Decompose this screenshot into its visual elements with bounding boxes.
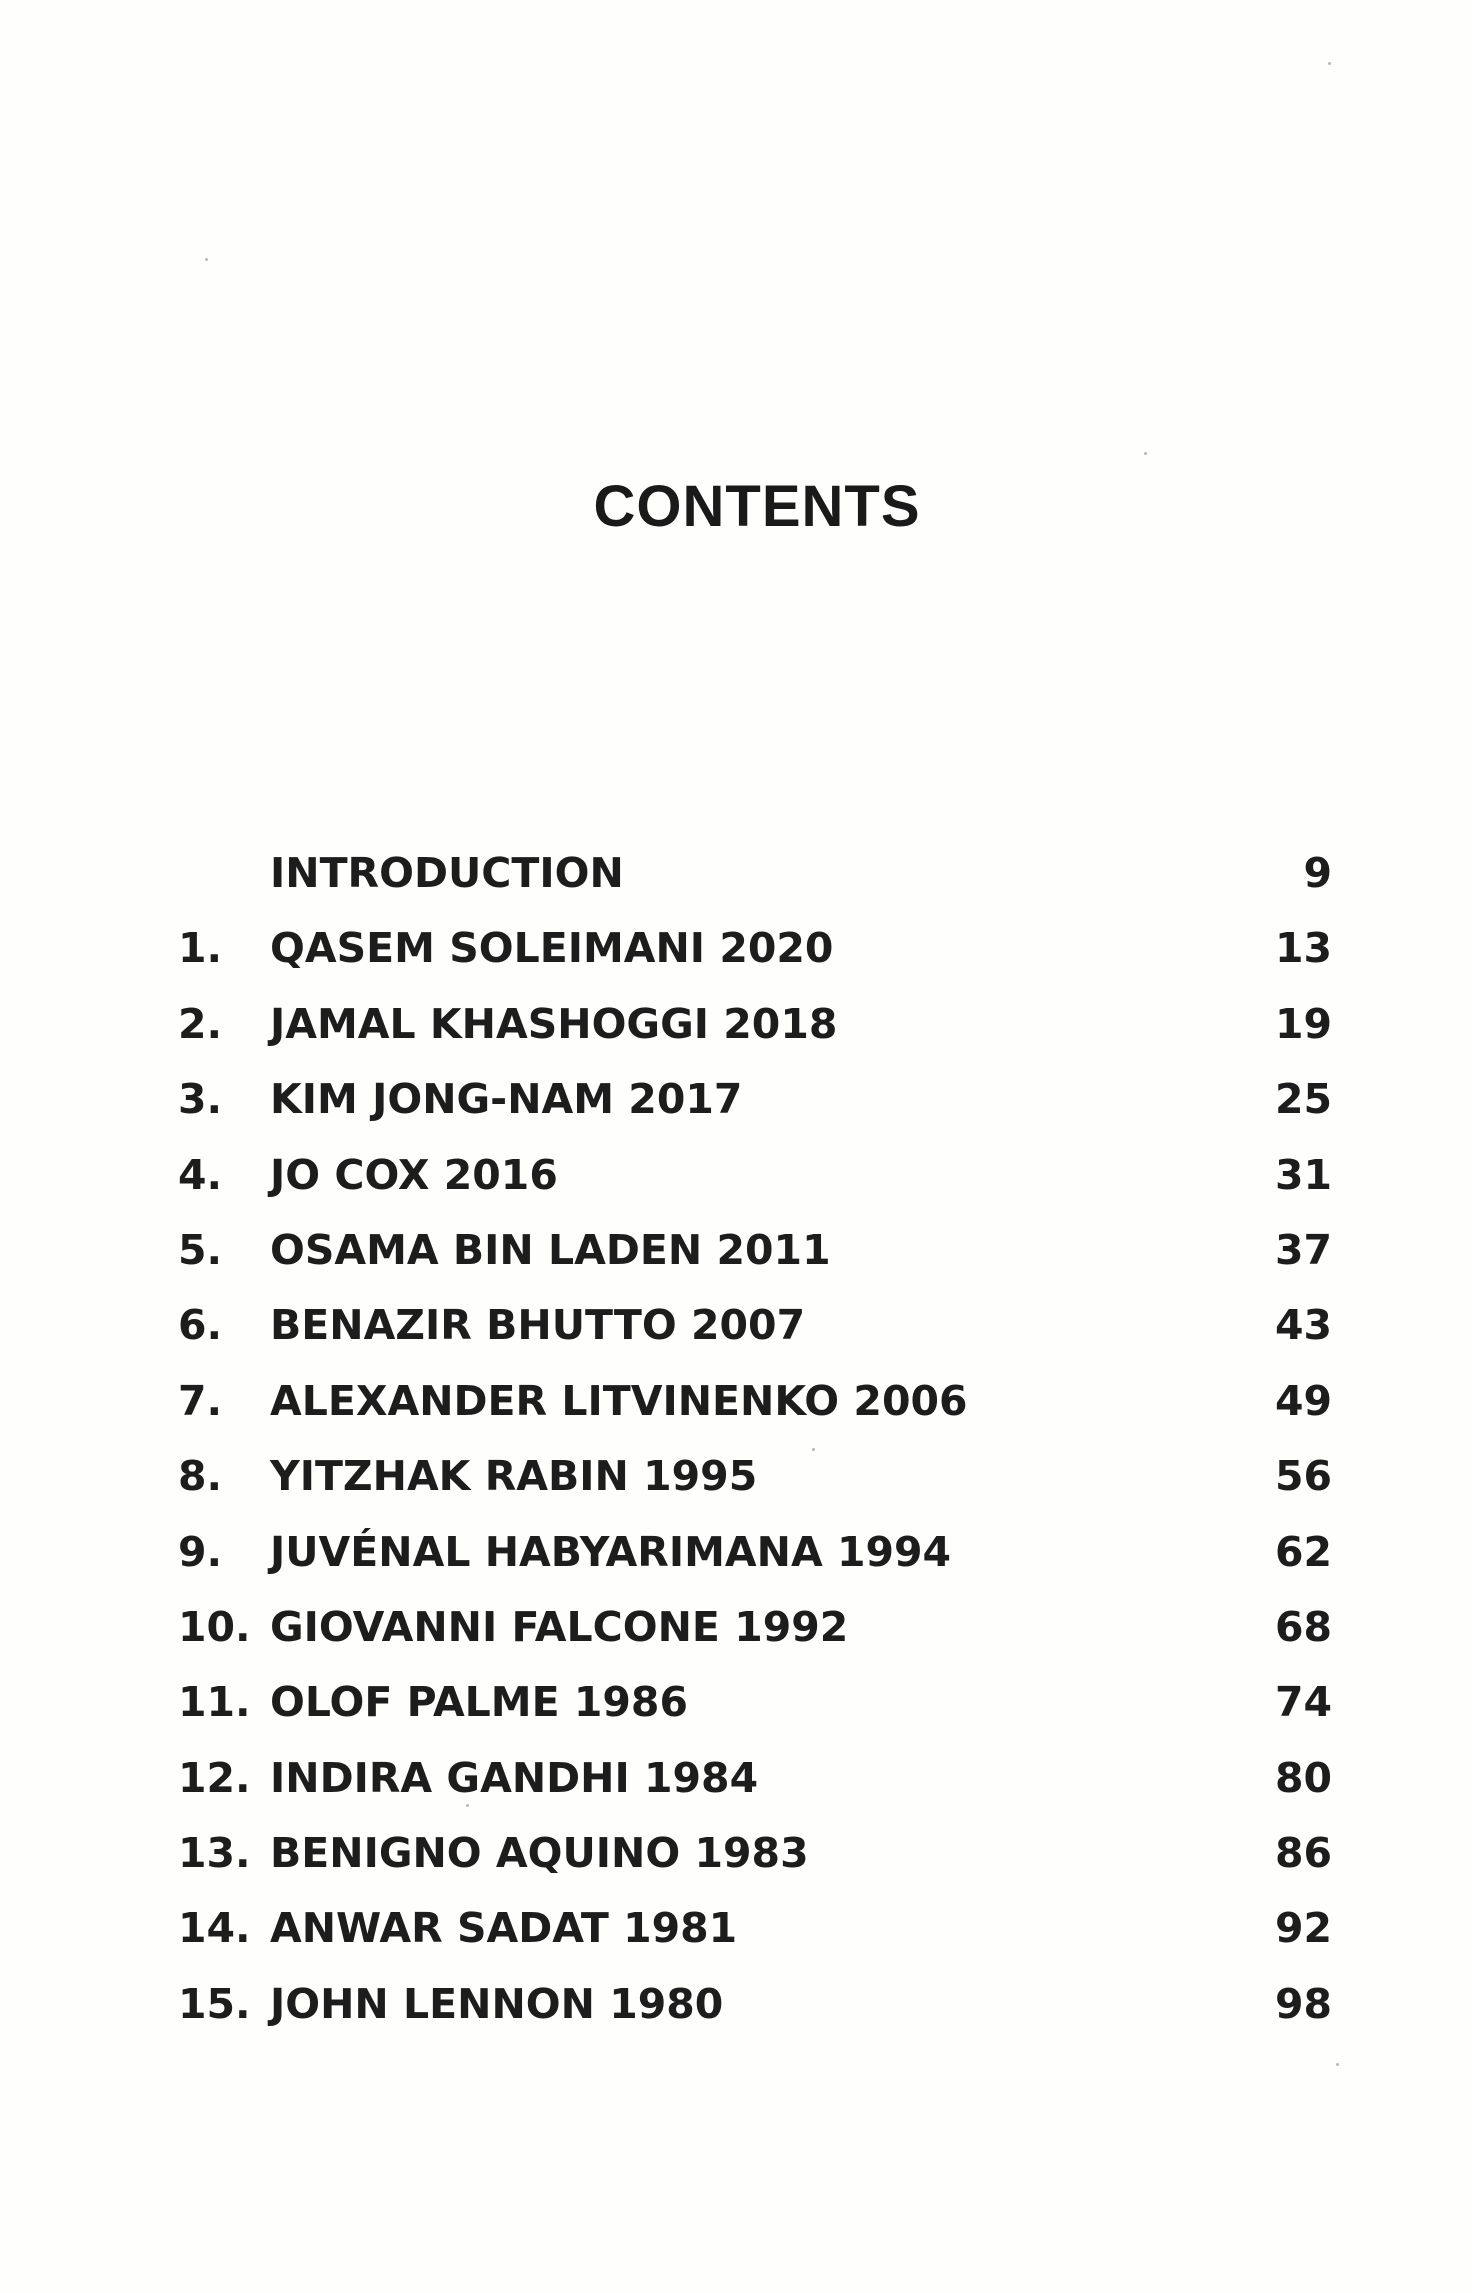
toc-entry-page-number: 68 <box>1274 1602 1332 1651</box>
toc-entry <box>0 999 1472 1074</box>
toc-entry-number: 3. <box>178 1075 223 1124</box>
page-title: CONTENTS <box>593 474 921 539</box>
toc-entry-title: JOHN LENNON 1980 <box>270 1979 724 2028</box>
toc-entry-page-number: 74 <box>1274 1678 1332 1727</box>
toc-entry-page-number: 49 <box>1274 1376 1332 1425</box>
toc-entry-title: JUVÉNAL HABYARIMANA 1994 <box>270 1527 952 1576</box>
toc-entry-number: 13. <box>178 1829 251 1878</box>
toc-entry-title: OLOF PALME 1986 <box>270 1678 688 1727</box>
toc-entry-title: KIM JONG-NAM 2017 <box>270 1075 743 1124</box>
toc-entry <box>0 1527 1472 1602</box>
toc-entry-page-number: 98 <box>1274 1979 1332 2028</box>
toc-entry-title: OSAMA BIN LADEN 2011 <box>270 1225 831 1274</box>
toc-entry-title: JO COX 2016 <box>270 1150 558 1199</box>
toc-entry-page-number: 56 <box>1274 1452 1332 1501</box>
toc-entry-page-number: 62 <box>1274 1527 1332 1576</box>
toc-entry-number: 11. <box>178 1678 251 1727</box>
toc-entry-page-number: 31 <box>1274 1150 1332 1199</box>
toc-entry-number: 8. <box>178 1452 223 1501</box>
paper-speck <box>1328 62 1331 65</box>
toc-entry-page-number: 80 <box>1274 1753 1332 1802</box>
toc-entry <box>0 1300 1472 1375</box>
toc-entry <box>0 1903 1472 1978</box>
toc-entry-page-number: 92 <box>1274 1904 1332 1953</box>
paper-speck <box>205 258 208 261</box>
toc-entry-number: 2. <box>178 999 223 1048</box>
toc-entry-title: JAMAL KHASHOGGI 2018 <box>270 999 838 1048</box>
toc-entry-title: INDIRA GANDHI 1984 <box>270 1753 759 1802</box>
toc-entry-number: 6. <box>178 1301 223 1350</box>
toc-entry-number: 14. <box>178 1904 251 1953</box>
toc-entry-page-number: 37 <box>1274 1225 1332 1274</box>
toc-entry <box>0 1225 1472 1300</box>
toc-entry <box>0 1753 1472 1828</box>
toc-entry-title: ANWAR SADAT 1981 <box>270 1904 738 1953</box>
toc-entry <box>0 1074 1472 1149</box>
table-of-contents <box>0 848 1472 2054</box>
toc-entry <box>0 1451 1472 1526</box>
toc-entry-page-number: 9 <box>1303 849 1332 897</box>
toc-entry-number: 4. <box>178 1150 223 1199</box>
paper-speck <box>1144 452 1147 455</box>
toc-entry-title: YITZHAK RABIN 1995 <box>270 1452 758 1501</box>
paper-speck <box>1336 2063 1339 2066</box>
toc-entry <box>0 923 1472 998</box>
toc-entry-number: 5. <box>178 1225 223 1274</box>
toc-entry-number: 10. <box>178 1602 251 1651</box>
toc-entry <box>0 1150 1472 1225</box>
toc-entry-title: BENAZIR BHUTTO 2007 <box>270 1301 806 1350</box>
toc-entry-number: 12. <box>178 1753 251 1802</box>
toc-entry-page-number: 25 <box>1274 1075 1332 1124</box>
toc-entry-title: QASEM SOLEIMANI 2020 <box>270 924 834 973</box>
toc-entry-title: INTRODUCTION <box>270 849 624 897</box>
toc-entry <box>0 1602 1472 1677</box>
toc-entry <box>0 1979 1472 2054</box>
toc-entry-page-number: 13 <box>1274 924 1332 973</box>
toc-entry-number: 7. <box>178 1376 223 1425</box>
toc-entry-number: 9. <box>178 1527 223 1576</box>
toc-entry-title: ALEXANDER LITVINENKO 2006 <box>270 1376 968 1425</box>
toc-entry <box>0 1828 1472 1903</box>
toc-entry <box>0 848 1472 923</box>
toc-entry-number: 15. <box>178 1979 251 2028</box>
toc-entry <box>0 1677 1472 1752</box>
toc-entry-page-number: 19 <box>1274 999 1332 1048</box>
toc-entry-page-number: 86 <box>1274 1829 1332 1878</box>
toc-entry <box>0 1376 1472 1451</box>
toc-entry-title: GIOVANNI FALCONE 1992 <box>270 1602 849 1651</box>
toc-entry-number: 1. <box>178 924 223 973</box>
toc-entry-page-number: 43 <box>1274 1301 1332 1350</box>
toc-entry-title: BENIGNO AQUINO 1983 <box>270 1829 809 1878</box>
